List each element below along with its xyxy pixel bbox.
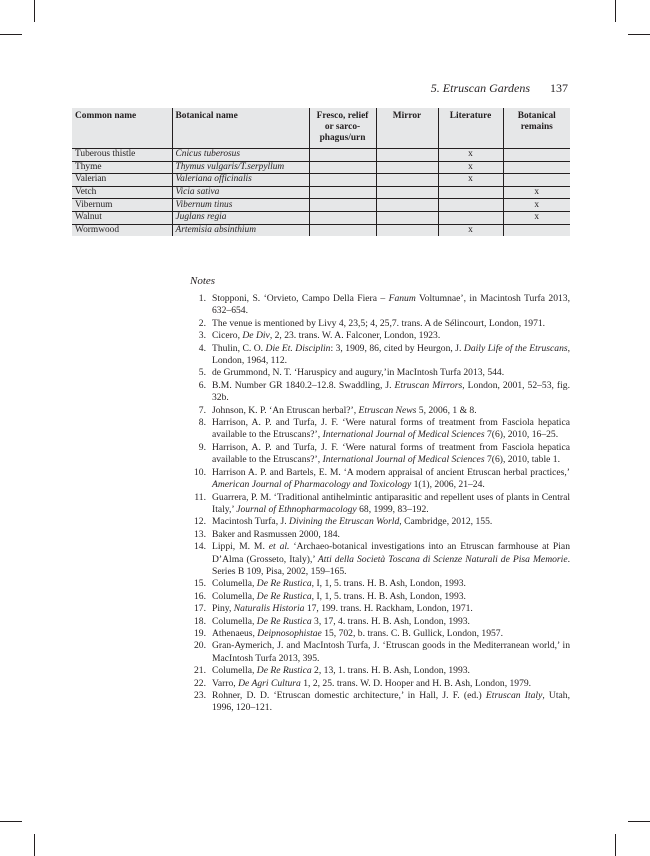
table-row: [72, 186, 570, 199]
note-item: [190, 380, 570, 405]
cell-mirror: [376, 174, 438, 187]
note-item: [190, 343, 570, 368]
note-item: [190, 405, 570, 417]
note-number: 9.: [198, 441, 206, 453]
note-text: Varro,: [212, 677, 239, 689]
crop-mark: [615, 0, 616, 22]
note-text: Lippi, M. M.: [212, 541, 269, 553]
note-text: , Cambridge, 2012, 155.: [399, 516, 493, 528]
cell-literature: [438, 199, 503, 212]
table-row: [72, 199, 570, 212]
note-number: 2.: [198, 317, 206, 329]
table-row: [72, 174, 570, 187]
note-text: 7(6), 2010, table 1.: [484, 454, 560, 466]
cell-mirror: [376, 149, 438, 162]
note-text: B.M. Number GR 1840.2–12.8. Swaddling, J.: [212, 379, 395, 391]
running-head: [431, 81, 568, 96]
note-text: , London, 2001, 52–53, fig. 32b.: [212, 379, 570, 404]
note-item: [190, 467, 570, 492]
cell-common-name: Tuberous thistle: [72, 149, 172, 162]
header-mirror: Mirror: [376, 108, 438, 149]
note-number: 10.: [194, 466, 206, 478]
table-row: [72, 161, 570, 174]
note-italic-text: Etruscan News: [358, 404, 417, 416]
note-italic-text: Fanum: [388, 293, 416, 304]
note-item: [190, 591, 570, 603]
note-italic-text: De Agri Cultura: [238, 677, 301, 689]
note-italic-text: De Re Rustica: [256, 578, 312, 590]
note-text: Athenaeus,: [212, 627, 258, 639]
note-italic-text: Naturalis Historia: [233, 603, 305, 615]
note-number: 3.: [198, 330, 206, 342]
note-text: 2, 13, 1. trans. H. B. Ash, London, 1993.: [311, 665, 470, 677]
note-number: 19.: [194, 627, 206, 639]
crop-mark: [628, 34, 650, 35]
note-text: Rohner, D. D. ‘Etruscan domestic architecture,’ in Hall, J. F. (ed.): [212, 690, 486, 701]
note-number: 23.: [194, 690, 206, 701]
cell-literature: x: [438, 224, 503, 236]
notes-list: [190, 293, 570, 715]
note-text: Columella,: [212, 665, 257, 677]
note-number: 7.: [198, 404, 206, 416]
note-text: 5, 2006, 1 & 8.: [416, 404, 477, 416]
note-number: 17.: [194, 603, 206, 615]
chapter-title: 5. Etruscan Gardens: [430, 81, 530, 95]
header-botanical-remains: Botanical remains: [503, 108, 570, 149]
note-italic-text: Die Et. Disciplin: [265, 342, 331, 354]
note-italic-text: Divining the Etruscan World: [289, 516, 400, 528]
cell-mirror: [376, 161, 438, 174]
note-text: , I, 1, 5. trans. H. B. Ash, London, 1993.: [311, 590, 466, 602]
note-italic-text: American Journal of Pharmacology and Toxicology: [212, 479, 412, 491]
note-text: Gran-Aymerich, J. and MacIntosh Turfa, J. ‘Etruscan goods in the Mediterranean world,’ in MacIntosh Turfa 2013, 395.: [212, 640, 570, 664]
cell-fresco: [309, 161, 376, 174]
note-text: de Grummond, N. T. ‘Haruspicy and augury,’in MacIntosh Turfa 2013, 544.: [212, 367, 505, 379]
cell-fresco: [309, 224, 376, 236]
note-text: 7(6), 2010, 16–25.: [484, 429, 559, 441]
note-number: 13.: [194, 528, 206, 540]
header-botanical-name: Botanical name: [172, 108, 309, 149]
note-text: : 3, 1909, 86, cited by Heurgon, J.: [330, 342, 464, 354]
table-row: [72, 149, 570, 162]
cell-mirror: [376, 224, 438, 236]
cell-common-name: Thyme: [72, 161, 172, 174]
note-text: Harrison A. P. and Bartels, E. M. ‘A modern appraisal of ancient Etruscan herbal practices,’: [212, 466, 570, 478]
note-italic-text: Etruscan Mirrors: [394, 379, 463, 391]
note-item: [190, 640, 570, 665]
note-item: [190, 690, 570, 715]
note-italic-text: De Re Rustica: [256, 665, 312, 677]
note-text: Columella,: [212, 578, 257, 590]
table-row: [72, 224, 570, 236]
note-item: [190, 516, 570, 528]
note-number: 16.: [194, 590, 206, 602]
note-italic-text: International Journal of Medical Sciences: [322, 454, 485, 466]
cell-fresco: [309, 186, 376, 199]
cell-botanical-remains: [503, 149, 570, 162]
note-text: Cicero,: [212, 330, 243, 342]
note-text: 3, 17, 4. trans. H. B. Ash, London, 1993.: [311, 615, 470, 627]
cell-botanical-remains: x: [503, 186, 570, 199]
cell-botanical-remains: [503, 224, 570, 236]
note-number: 15.: [194, 578, 206, 590]
note-number: 11.: [194, 491, 206, 503]
crop-mark: [34, 0, 35, 22]
crop-mark: [628, 821, 650, 822]
notes-heading: Notes: [190, 275, 216, 287]
cell-botanical-name: Thymus vulgaris/T.serpyllum: [172, 161, 309, 174]
note-text: Guarrera, P. M. ‘Traditional antihelmintic antiparasitic and repellent uses of plants in Central Italy,’: [212, 491, 570, 515]
cell-botanical-name: Juglans regia: [172, 211, 309, 224]
note-text: Baker and Rasmussen 2000, 184.: [212, 528, 340, 540]
table-header-row: [72, 108, 570, 149]
crop-mark: [615, 834, 616, 856]
cell-common-name: Walnut: [72, 211, 172, 224]
note-item: [190, 603, 570, 615]
note-text: ‘Archaeo-botanical investigations into an Etruscan farmhouse at Pian D’Alma (Grosseto, Italy),’: [212, 541, 570, 565]
cell-botanical-name: Valeriana officinalis: [172, 174, 309, 187]
note-number: 21.: [194, 665, 206, 677]
note-item: [190, 293, 570, 318]
cell-common-name: Vetch: [72, 186, 172, 199]
note-italic-text: Deipnosophistae: [257, 627, 322, 639]
crop-mark: [0, 821, 22, 822]
crop-mark: [34, 834, 35, 856]
cell-botanical-name: Vibernum tinus: [172, 199, 309, 212]
cell-fresco: [309, 174, 376, 187]
crop-mark: [0, 34, 22, 35]
note-number: 18.: [194, 615, 206, 627]
note-item: [190, 417, 570, 442]
note-item: [190, 492, 570, 517]
note-item: [190, 616, 570, 628]
header-fresco: Fresco, relief or sarco-phagus/urn: [309, 108, 376, 149]
header-common-name: Common name: [72, 108, 172, 149]
cell-literature: x: [438, 174, 503, 187]
note-text: 15, 702, b. trans. C. B. Gullick, London, 1957.: [321, 627, 504, 639]
cell-common-name: Wormwood: [72, 224, 172, 236]
cell-botanical-remains: [503, 174, 570, 187]
note-italic-text: Etruscan Italy: [485, 690, 543, 701]
note-text: Macintosh Turfa, J.: [212, 516, 290, 528]
note-text: Johnson, K. P. ‘An Etruscan herbal?’,: [212, 404, 359, 416]
cell-fresco: [309, 199, 376, 212]
note-text: Columella,: [212, 590, 257, 602]
note-item: [190, 628, 570, 640]
header-literature: Literature: [438, 108, 503, 149]
note-number: 12.: [194, 516, 206, 528]
note-number: 1.: [198, 293, 206, 304]
cell-botanical-name: Vicia sativa: [172, 186, 309, 199]
note-italic-text: De Re Rustica: [256, 590, 312, 602]
cell-literature: x: [438, 161, 503, 174]
note-text: 1(1), 2006, 21–24.: [411, 479, 485, 491]
note-item: [190, 367, 570, 379]
note-number: 20.: [194, 640, 206, 652]
cell-common-name: Valerian: [72, 174, 172, 187]
note-item: [190, 541, 570, 578]
note-item: [190, 330, 570, 342]
note-number: 8.: [198, 417, 206, 429]
note-text: Harrison, A. P. and Turfa, J. F. ‘Were natural forms of treatment from Fasciola hepatica available to the Etruscans?’,: [212, 417, 570, 441]
note-text: , Utah, 1996, 120–121.: [212, 690, 570, 714]
note-text: Piny,: [212, 603, 234, 615]
note-text: Stopponi, S. ‘Orvieto, Campo Della Fiera –: [212, 293, 389, 304]
note-text: 1, 2, 25. trans. W. D. Hooper and H. B. Ash, London, 1979.: [300, 677, 532, 689]
note-italic-text: International Journal of Medical Sciences: [322, 429, 485, 441]
note-text: Harrison, A. P. and Turfa, J. F. ‘Were natural forms of treatment from Fasciola hepatica available to the Etruscans?’,: [212, 441, 570, 466]
cell-botanical-remains: x: [503, 199, 570, 212]
note-text: Voltumnae’, in Macintosh Turfa 2013, 632–654.: [212, 293, 570, 317]
note-text: , 2, 23. trans. W. A. Falconer, London, 1923.: [269, 330, 441, 342]
cell-literature: [438, 186, 503, 199]
cell-mirror: [376, 199, 438, 212]
note-number: 14.: [194, 541, 206, 553]
note-italic-text: Daily Life of the Etruscans: [463, 342, 568, 354]
note-text: Thulin, C. O.: [212, 342, 266, 354]
note-italic-text: De Div: [242, 330, 270, 342]
note-italic-text: De Re Rustica: [256, 615, 312, 627]
note-item: [190, 318, 570, 330]
note-text: The venue is mentioned by Livy 4, 23,5; 4, 25,7. trans. A de Sélincourt, London, 1971.: [212, 317, 546, 329]
cell-mirror: [376, 211, 438, 224]
cell-literature: [438, 211, 503, 224]
cell-fresco: [309, 149, 376, 162]
note-text: Columella,: [212, 615, 257, 627]
page-number: 137: [550, 81, 568, 95]
table-row: [72, 211, 570, 224]
note-text: 17, 199. trans. H. Rackham, London, 1971.: [304, 603, 473, 615]
note-text: . Series B 109, Pisa, 2002, 159–165.: [212, 553, 570, 577]
note-item: [190, 529, 570, 541]
note-number: 22.: [194, 677, 206, 689]
note-italic-text: et al.: [268, 541, 290, 553]
cell-mirror: [376, 186, 438, 199]
cell-botanical-remains: [503, 161, 570, 174]
cell-fresco: [309, 211, 376, 224]
note-text: , I, 1, 5. trans. H. B. Ash, London, 1993.: [311, 578, 466, 590]
note-item: [190, 665, 570, 677]
note-number: 5.: [198, 367, 206, 379]
plants-table: [72, 108, 570, 236]
cell-botanical-remains: x: [503, 211, 570, 224]
note-text: , London, 1964, 112.: [212, 342, 571, 367]
note-number: 6.: [198, 379, 206, 391]
cell-botanical-name: Artemisia absinthium: [172, 224, 309, 236]
cell-common-name: Vibernum: [72, 199, 172, 212]
note-item: [190, 678, 570, 690]
note-text: 68, 1999, 83–192.: [356, 503, 429, 515]
note-item: [190, 442, 570, 467]
note-number: 4.: [198, 342, 206, 354]
note-item: [190, 578, 570, 590]
cell-botanical-name: Cnicus tuberosus: [172, 149, 309, 162]
table-body: [72, 149, 570, 237]
note-italic-text: Journal of Ethnopharmacology: [236, 503, 357, 515]
note-italic-text: Atti della Società Toscana di Scienze Naturali de Pisa Memorie: [317, 553, 568, 565]
cell-literature: x: [438, 149, 503, 162]
